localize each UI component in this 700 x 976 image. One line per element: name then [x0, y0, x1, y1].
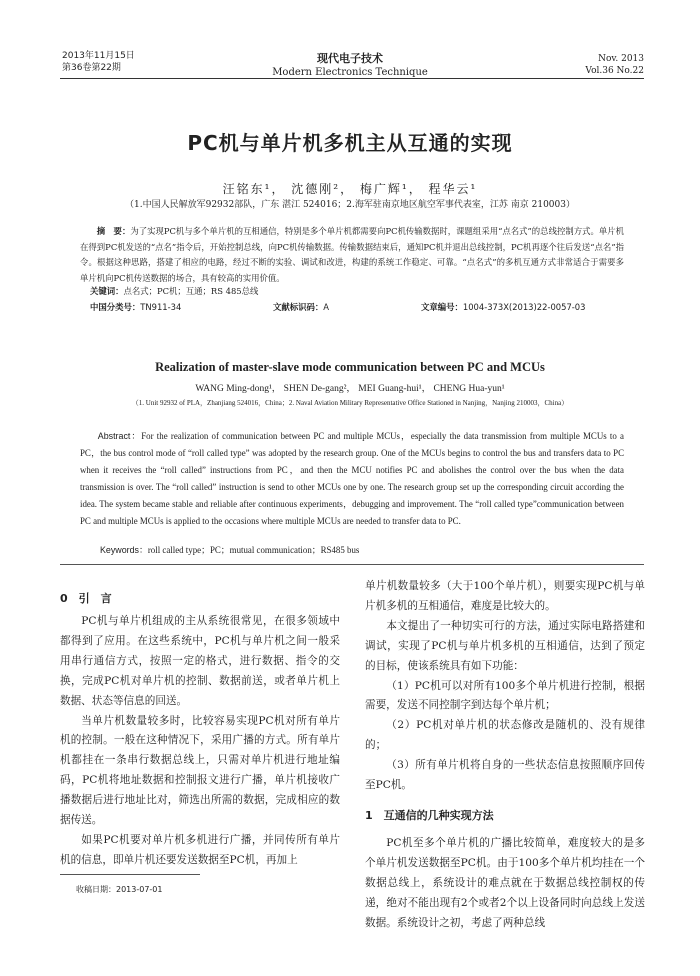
- left-column: [60, 612, 340, 871]
- received-date: 收稿日期：2013-07-01: [76, 885, 163, 894]
- keywords-en-label: Keywords：: [100, 545, 148, 555]
- abstract-en-label: Abstract：: [97, 431, 142, 441]
- english-title: Realization of master-slave mode communication between PC and MCUs: [155, 360, 545, 374]
- left-paragraph-3: 如果PC机要对单片机多机进行广播，并同传所有单片机的信息，即单片机还要发送数据至PC机，再加上: [60, 833, 340, 866]
- english-authors: WANG Ming-dong¹， SHEN De-gang²， MEI Guang-hui¹， CHENG Hua-yun¹: [195, 384, 505, 394]
- english-affiliation: （1. Unit 92932 of PLA，Zhanjiang 524016，China；2. Naval Aviation Military Representative Office Stationed in Nanjing，Nanjing 210003，China）: [131, 399, 569, 407]
- authors: 汪铭东¹， 沈德刚²， 梅广辉¹， 程华云¹: [222, 182, 478, 196]
- right-item-2: （2）PC机对单片机的状态修改是随机的、没有规律的；: [365, 719, 645, 752]
- right-item-3: （3）所有单片机将自身的一些状态信息按照顺序回传至PC机。: [365, 759, 645, 792]
- article-value: 1004-373X(2013)22-0057-03: [462, 302, 586, 312]
- keywords-en-text: roll called type；PC；mutual communication；RS485 bus: [147, 545, 360, 555]
- right-paragraph-0: 单片机数量较多（大于100个单片机），则要实现PC机与单片机多机的互相通信，难度是比较大的。: [365, 580, 645, 612]
- abstract-en: [80, 428, 624, 530]
- abstract-label: 摘 要：: [96, 226, 131, 236]
- header-volume-cn: 第36卷第22期: [62, 63, 121, 73]
- header-date-cn: 2013年11月15日: [62, 51, 135, 61]
- header-volume-en: Vol.36 No.22: [585, 66, 644, 76]
- doc-label: 文献标识码：: [273, 302, 324, 312]
- section-1-heading: 1 互通信的几种实现方法: [365, 808, 494, 822]
- keywords-text: 点名式；PC机；互通；RS 485总线: [123, 286, 259, 296]
- journal-name-cn: 现代电子技术: [317, 52, 383, 65]
- journal-name-en: Modern Electronics Technique: [272, 67, 428, 78]
- keywords-label: 关键词：: [90, 286, 124, 296]
- clc-number: [90, 301, 181, 313]
- body-rule: [60, 564, 644, 565]
- left-paragraph-1: PC机与单片机组成的主从系统很常见，在很多领域中都得到了应用。在这些系统中，PC机与单片机之间一般采用串行通信方式，按照一定的格式，进行数据、指令的交换，完成PC机对单片机的控制、数据前送，或者单片机上数据、状态等信息的回送。: [60, 615, 340, 707]
- right-paragraph-1: 本文提出了一种切实可行的方法，通过实际电路搭建和调试，实现了PC机与单片机多机的互相通信，达到了预定的目标，使该系统具有如下功能：: [365, 619, 645, 672]
- paper-title: PC机与单片机多机主从互通的实现: [187, 131, 513, 155]
- section-0-heading: 0 引 言: [60, 592, 112, 605]
- doc-value: A: [323, 302, 329, 312]
- right-column: [365, 577, 645, 933]
- clc-label: 中国分类号：: [90, 302, 141, 312]
- clc-value: TN911-34: [140, 302, 182, 312]
- article-number: [421, 301, 585, 313]
- right-paragraph-5: PC机至多个单片机的广播比较简单，难度较大的是多个单片机发送数据至PC机。由于100多个单片机均挂在一个数据总线上，系统设计的难点就在于数据总线控制权的传递，绝对不能出现有2个或者2个以上设备同时向总线上发送数据。系统设计之初，考虑了两种总线: [365, 836, 645, 929]
- footnote-rule: [60, 874, 200, 875]
- keywords-en: [100, 543, 359, 556]
- abstract-text: 为了实现PC机与多个单片机的互相通信，特别是多个单片机都需要向PC机传输数据时，课题组采用“点名式”的总线控制方式。单片机在得到PC机发送的“点名”指令后，开始控制总线，向PC机传输数据。传输数据结束后，通知PC机并退出总线控制，PC机再逐个往后发送“点名”指令。根据这种思路，搭建了相应的电路，经过不断的实验、调试和改进，构建的系统工作稳定、可靠。“点名式”的多机互通方式非常适合于需要多单片机向PC机传送数据的场合，具有较高的实用价值。: [80, 226, 624, 283]
- right-item-1: （1）PC机可以对所有100多个单片机进行控制，根据需要，发送不同控制字到达每个单片机；: [365, 679, 645, 712]
- article-label: 文章编号：: [421, 302, 463, 312]
- header-rule: [60, 78, 644, 79]
- abstract-en-text: For the realization of communication between PC and multiple MCUs，especially the data transmission from multiple MCUs to a PC，the bus control mode of “roll called type” was adopted by the research group. One of the MCUs begins to control the bus and transfers data to PC when it receives the “roll called” instructions from PC，and then the MCU notifies PC and abolishes the control over the bus when the data transmission is over. The “roll called” instruction is send to other MCUs one by one. The research group set up the corresponding circuit according the idea. The system became stable and reliable after continuous experiments，debugging and improvement. The “roll called type”communication between PC and multiple MCUs is applied to the occasions where multiple MCUs are needed to transfer data to PC.: [80, 431, 624, 526]
- doc-code: [273, 301, 329, 313]
- left-paragraph-2: 当单片机数量较多时，比较容易实现PC机对所有单片机的控制。一般在这种情况下，采用广播的方式。所有单片机都挂在一条串行数据总线上，只需对单片机进行地址编码，PC机将地址数据和控制报文进行广播，单片机接收广播数据后进行地址比对，筛选出所需的数据，完成相应的数据传送。: [60, 714, 340, 827]
- affiliation: （1.中国人民解放军92932部队，广东 湛江 524016；2.海军驻南京地区航空军事代表室，江苏 南京 210003）: [125, 200, 575, 210]
- keywords-cn: [90, 285, 258, 297]
- abstract-cn: [80, 224, 624, 286]
- header-date-en: Nov. 2013: [598, 54, 644, 64]
- header-right: [585, 53, 644, 77]
